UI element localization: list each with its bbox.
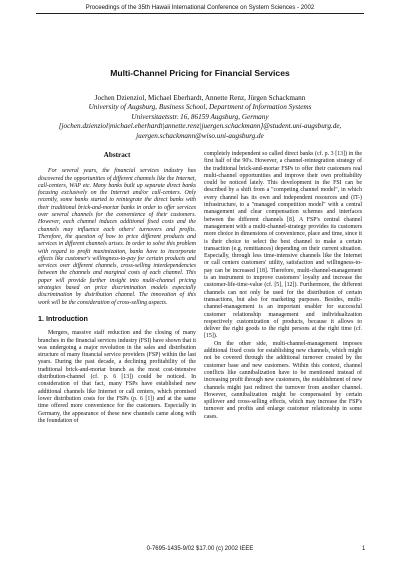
body-paragraph-2: On the other side, multi-channel-management imposes additional fixed costs for establishing new channels, which might not be covered through the additional turnover created by the customer base and new customers. Within this context, channel conflicts like cannibalization have to be mentioned instead of increasing profit through new customers, the establishment of new channels might just redirect the turnover from another channel. However, cannibalization might be compensated by certain spillover and cross-selling effects, which may increase the FSP's turnover and profits and enlarge customer relationship in some cases. bbox=[204, 340, 362, 420]
abstract-heading: Abstract bbox=[103, 151, 131, 159]
affiliation-line-1: University of Augsburg, Business School, Department of Information Systems bbox=[88, 103, 312, 112]
paper-title: Multi-Channel Pricing for Financial Services bbox=[110, 68, 290, 78]
copyright-footer: 0-7695-1435-9/02 $17.00 (c) 2002 IEEE bbox=[146, 546, 254, 552]
email-line-2: juergen.schackmann@wiso.uni-augsburg.de bbox=[136, 131, 264, 140]
introduction-heading: 1. Introduction bbox=[38, 313, 88, 323]
abstract-text: For several years, the financial services industry has discovered the opportunities of different channels like the Internet, call-centers, WAP etc. Many banks built up separate direct banks focusing exclusively on the Internet and/or call-centers. Only recently, some banks started to reintegrate the direct banks with their traditional brick-and-mortar banks in order to offer services over several channels for the convenience of their customers. However, each channel induces additional fixed costs and the channels may influence each others' turnovers and profits. Therefore, the question of how to price different products and services in different channels arises. In order to solve this problem with regard to profit maximization, banks have to incorporate effects like customer's willingness-to-pay for certain products and services over different channels, cross-selling interdependencies between the channels and marginal costs of each channel. This paper will provide further insight into multi-channel pricing strategies based on price discrimination models especially discrimination by distribution channel. The innovation of this work will be the consideration of cross-selling aspects. bbox=[38, 168, 196, 306]
body-paragraph-1: completely independent so called direct banks (cf. p. 3 [13]) in the first half of the 90's. However, a channel-reintegration strategy of the traditional brick-and-mortar FSPs to offer their customers real multi-channel opportunities and improve their own profitability could be noticed lately. This development in the FSI can be described by a shift from a "competing channel model", in which every channel has its own and independent resources and (IT-) infrastructure, to a "managed competition model" with a central management and clear compensation schemes and interfaces between the different channels [8]. A FSP's central channel management with a multi-channel-strategy provides its customers more choice in dimensions of convenience, place and time, since it is their choice to select the best channel to make a certain transaction (e.g. remittances) depending on their current situation. Especially, through less time-intensive channels like the Internet or call centers customers' utility, satisfaction and willingness-to-pay can be increased [18]. Therefore, multi-channel-management is an instrument to improve customers' loyalty and increase the customer-life-time-value (cf. [5], [12]). Furthermore, the different channels can not only be used for the distribution of certain transactions, but also for marketing purposes. Besides, multi-channel-management is an important enabler for successful customer relationship management and individualization respectively customization of products, because it allows to deliver the right goods to the right persons at the right time (cf. [15]). bbox=[204, 151, 362, 340]
right-column bbox=[204, 151, 362, 421]
affiliation-line-2: Universitaetsstr. 16, 86159 Augsburg, Germany bbox=[131, 112, 269, 121]
author-block bbox=[0, 94, 400, 141]
left-column bbox=[38, 150, 196, 425]
header-rule bbox=[36, 13, 364, 14]
author-names: Jochen Dzienziol, Michael Eberhardt, Annette Renz, Jürgen Schackmann bbox=[94, 94, 306, 102]
page-number: 1 bbox=[362, 546, 366, 552]
proceedings-header: Proceedings of the 35th Hawaii International Conference on System Sciences - 2002 bbox=[85, 4, 315, 11]
email-line-1: [jochen.dzienziol|michael.eberhardt|annette.renz|juergen.schackmann]@student.uni-augsburg.de, bbox=[58, 122, 342, 131]
introduction-paragraph: Mergers, massive staff reduction and the closing of many branches in the financial services industry (FSI) have shown that it was undergoing a major revolution in the sales and distribution structure of many financial service providers (FSP) within the last years. During the past decade, a declining profitability of the traditional brick-and-mortar branch as the most cost-intensive distribution-channel (cf. p. 6 [13]) could be noticed. In consideration of that fact, many FSPs have established new additional channels like Internet or call centers, which promised lower distribution costs for the FSPs (p. 6 [1]) and at the same time offered more convenience for the customers. Especially in Germany, the appearance of these new channels came along with the foundation of bbox=[38, 330, 196, 424]
